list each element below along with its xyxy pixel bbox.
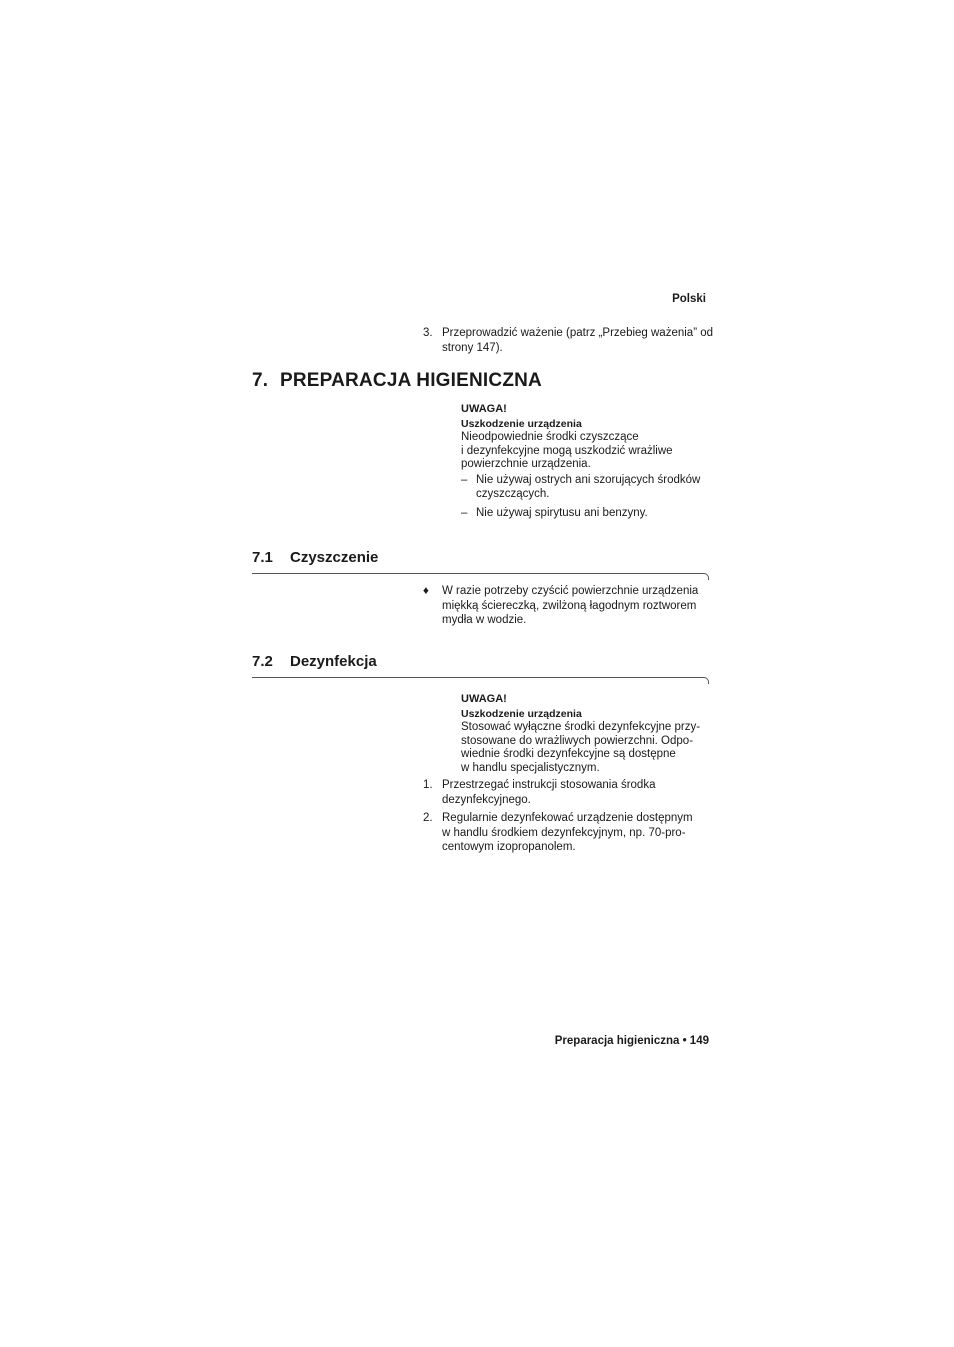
- warning-item: [461, 474, 716, 502]
- warning-title: UWAGA!: [461, 403, 507, 415]
- step-line: Przestrzegać instrukcji stosowania środka: [442, 779, 656, 791]
- section-number: 7.: [252, 370, 269, 391]
- step-number: 2.: [423, 812, 433, 825]
- section-7-1-heading: [252, 549, 378, 566]
- step-line: w handlu środkiem dezynfekcyjnym, np. 70-pro-: [442, 826, 686, 839]
- dash-marker: –: [461, 474, 468, 487]
- instruction-line: mydła w wodzie.: [442, 614, 527, 627]
- section-7-2-heading: [252, 653, 377, 670]
- warning-item: [461, 507, 716, 521]
- warning-subtitle: Uszkodzenie urządzenia: [461, 707, 582, 720]
- step-line: centowym izopropanolem.: [442, 841, 576, 854]
- page-footer: Preparacja higieniczna • 149: [554, 1035, 709, 1047]
- section-number: 7.1: [252, 549, 273, 566]
- step-line: Regularnie dezynfekować urządzenie dostępnym: [442, 812, 693, 825]
- list-item: [423, 811, 713, 855]
- instruction-line: W razie potrzeby czyścić powierzchnie urządzenia: [442, 585, 699, 597]
- diamond-bullet-icon: ♦: [423, 585, 429, 597]
- warning-box-hygiene: [461, 403, 716, 521]
- disinfection-steps: [423, 778, 713, 859]
- warning-title: UWAGA!: [461, 693, 507, 705]
- language-label: Polski: [672, 293, 706, 305]
- step-text: Przeprowadzić ważenie (patrz „Przebieg ważenia” od strony 147).: [442, 327, 714, 354]
- section-title: Dezynfekcja: [290, 653, 377, 670]
- section-divider: [252, 677, 704, 678]
- section-title: Czyszczenie: [290, 549, 379, 566]
- warning-subtitle: Uszkodzenie urządzenia: [461, 417, 582, 430]
- warning-box-disinfection: [461, 693, 716, 776]
- cleaning-instruction: [423, 584, 713, 628]
- previous-step: [423, 326, 713, 355]
- warning-line: Stosować wyłączne środki dezynfekcyjne przy-: [461, 720, 701, 733]
- step-line: dezynfekcyjnego.: [442, 793, 531, 806]
- warning-line: Nieodpowiednie środki czyszczące: [461, 430, 639, 443]
- warning-line: stosowane do wrażliwych powierzchni. Odpo-: [461, 734, 694, 747]
- warning-line: powierzchnie urządzenia.: [461, 458, 591, 471]
- section-7-heading: [252, 370, 542, 392]
- list-item: [423, 778, 713, 807]
- dash-marker: –: [461, 506, 468, 519]
- section-divider: [252, 573, 704, 574]
- warning-line: i dezynfekcyjne mogą uszkodzić wrażliwe: [461, 444, 673, 457]
- section-title: PREPARACJA HIGIENICZNA: [280, 370, 542, 391]
- step-number: 1.: [423, 779, 433, 791]
- warning-line: wiednie środki dezynfekcyjne są dostępne: [461, 748, 676, 761]
- warning-line: w handlu specjalistycznym.: [461, 762, 600, 775]
- warning-item-text: Nie używaj spirytusu ani benzyny.: [476, 506, 648, 519]
- warning-item-text: Nie używaj ostrych ani szorujących środków czyszczących.: [476, 474, 701, 500]
- instruction-line: miękką ściereczką, zwilżoną łagodnym roztworem: [442, 599, 697, 612]
- section-number: 7.2: [252, 653, 273, 670]
- step-number: 3.: [423, 327, 433, 339]
